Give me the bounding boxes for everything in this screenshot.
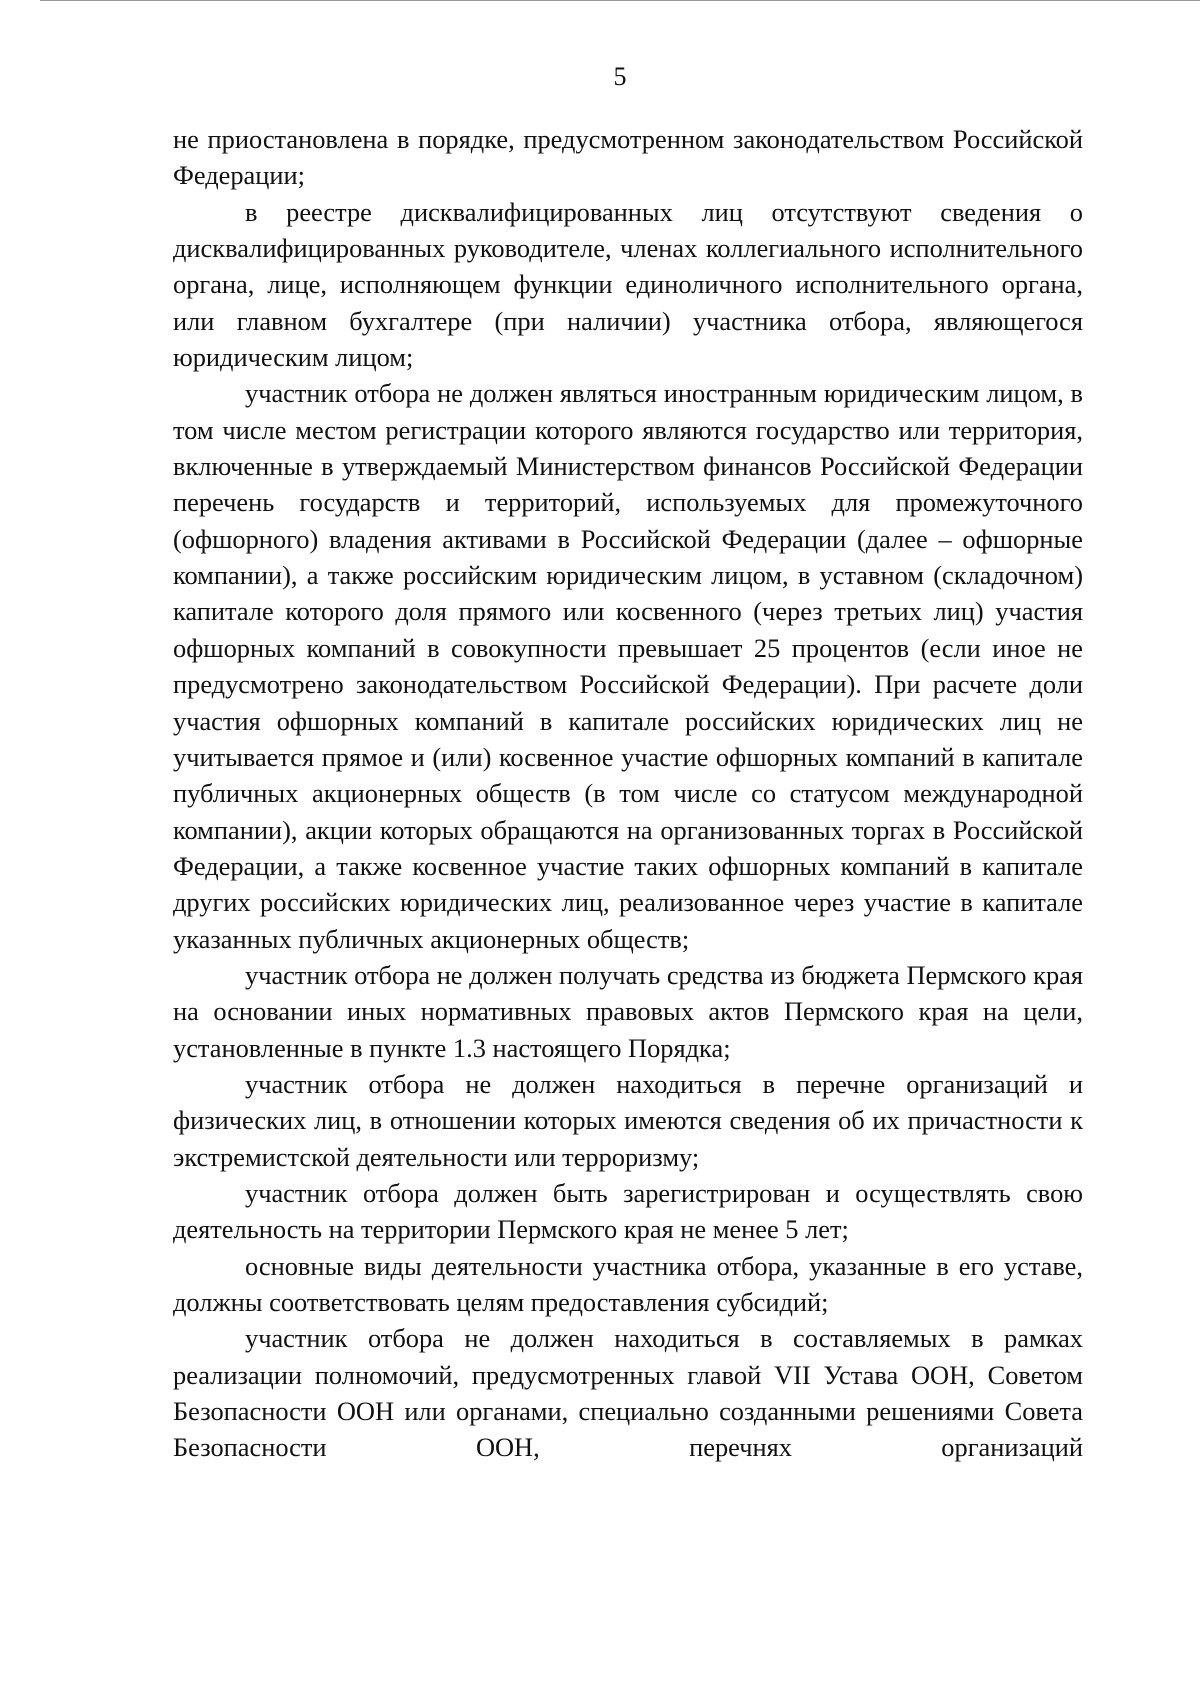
paragraph-un-security-council: участник отбора не должен находиться в составляемых в рамках реализации полномочий, предусмотренных главой VII Устава ООН, Советом Безопасности ООН или органами, специально созданными решениями Совета Безопасности ООН, перечнях организаций [173,1323,1083,1463]
paragraph-activity-types: основные виды деятельности участника отбора, указанные в его уставе, должны соответствовать целям предоставления субсидий; [173,1250,1083,1317]
paragraph-extremism-list: участник отбора не должен находиться в перечне организаций и физических лиц, в отношении которых имеются сведения об их причастности к экстремистской деятельности или терроризму; [173,1068,1083,1172]
paragraph-registration-period: участник отбора должен быть зарегистрирован и осуществлять свою деятельность на территории Пермского края не менее 5 лет; [173,1177,1083,1245]
page-top-edge [40,0,1200,1]
paragraph-offshore-companies: участник отбора не должен являться иностранным юридическим лицом, в том числе местом регистрации которого являются государство или территория, включенные в утверждаемый Министерством финансов Российской Федерации перечень государств и территорий, используемых для промежуточного (офшорного) владения активами в Российской Федерации (далее – офшорные компании), а также российским юридическим лицом, в уставном (складочном) капитале которого доля прямого или косвенного (через третьих лиц) участия офшорных компаний в совокупности превышает 25 процентов (если иное не предусмотрено законодательством Российской Федерации). При расчете доли участия офшорных компаний в капитале российских юридических лиц не учитывается прямое и (или) косвенное участие офшорных компаний в капитале публичных акционерных обществ (в том числе со статусом международной компании), акции которых обращаются на организованных торгах в Российской Федерации, а также косвенное участие таких офшорных компаний в капитале других российских юридических лиц, реализованное через участие в капитале указанных публичных акционерных обществ; [173,378,1083,954]
document-body [173,121,1083,1466]
page-number: 5 [613,62,627,91]
paragraph-budget-funds: участник отбора не должен получать средства из бюджета Пермского края на основании иных нормативных правовых актов Пермского края на цели, установленные в пункте 1.3 настоящего Порядка; [173,959,1083,1063]
paragraph-disqualified-persons-registry: в реестре дисквалифицированных лиц отсутствуют сведения о дисквалифицированных руководителе, членах коллегиального исполнительного органа, лице, исполняющем функции единоличного исполнительного органа, или главном бухгалтере (при наличии) участника отбора, являющегося юридическим лицом; [173,196,1083,373]
paragraph-continuation: не приостановлена в порядке, предусмотренном законодательством Российской Федерации; [173,124,1083,191]
